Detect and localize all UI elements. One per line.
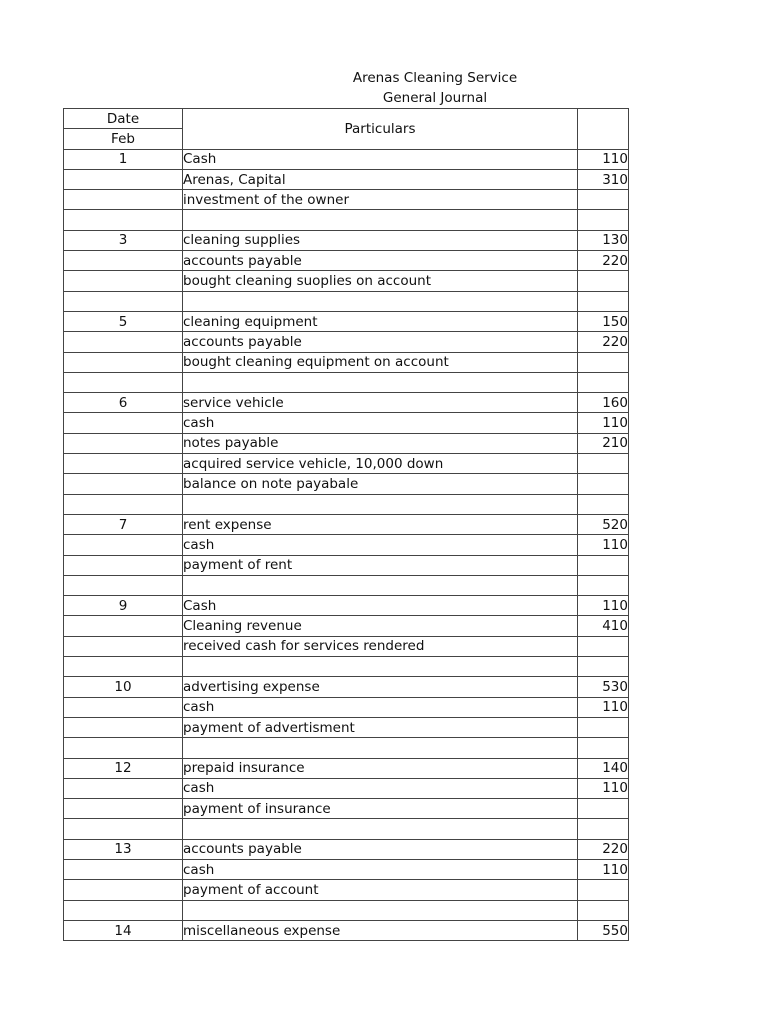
- entry-date-cell: 5: [64, 311, 183, 331]
- entry-date-cell: 7: [64, 514, 183, 534]
- particulars-cell: cash: [183, 413, 578, 433]
- table-row: [64, 433, 629, 453]
- particulars-cell: cash: [183, 535, 578, 555]
- particulars-cell: payment of rent: [183, 555, 578, 575]
- month-header: Feb: [64, 129, 183, 149]
- particulars-cell: cash: [183, 859, 578, 879]
- post-ref-cell: [578, 352, 629, 372]
- entry-date-cell: [64, 697, 183, 717]
- entry-date-cell: [64, 210, 183, 230]
- entry-date-cell: [64, 494, 183, 514]
- post-ref-cell: 110: [578, 149, 629, 169]
- particulars-cell: payment of advertisment: [183, 717, 578, 737]
- post-ref-cell: 110: [578, 697, 629, 717]
- post-ref-cell: 110: [578, 413, 629, 433]
- post-ref-cell: 220: [578, 251, 629, 271]
- table-row: [64, 880, 629, 900]
- table-row: [64, 210, 629, 230]
- entry-date-cell: 1: [64, 149, 183, 169]
- entry-date-cell: [64, 372, 183, 392]
- entry-date-cell: [64, 352, 183, 372]
- particulars-cell: advertising expense: [183, 677, 578, 697]
- post-ref-cell: 220: [578, 332, 629, 352]
- table-row: [64, 474, 629, 494]
- particulars-cell: Cash: [183, 149, 578, 169]
- entry-date-cell: [64, 271, 183, 291]
- post-ref-cell: 410: [578, 616, 629, 636]
- table-row: [64, 697, 629, 717]
- post-ref-cell: [578, 454, 629, 474]
- entry-date-cell: [64, 413, 183, 433]
- post-ref-cell: [578, 474, 629, 494]
- particulars-cell: [183, 210, 578, 230]
- post-ref-cell: [578, 210, 629, 230]
- company-name: Arenas Cleaning Service: [352, 70, 518, 86]
- entry-date-cell: [64, 535, 183, 555]
- entry-date-cell: [64, 880, 183, 900]
- table-row: [64, 190, 629, 210]
- journal-body: [64, 149, 629, 941]
- table-row: [64, 494, 629, 514]
- post-ref-cell: 150: [578, 311, 629, 331]
- entry-date-cell: [64, 555, 183, 575]
- post-ref-cell: 140: [578, 758, 629, 778]
- table-row: [64, 291, 629, 311]
- date-header: Date: [64, 109, 183, 129]
- table-row: [64, 230, 629, 250]
- particulars-cell: rent expense: [183, 514, 578, 534]
- particulars-cell: cleaning equipment: [183, 311, 578, 331]
- particulars-cell: acquired service vehicle, 10,000 down: [183, 454, 578, 474]
- table-row: [64, 575, 629, 595]
- entry-date-cell: 3: [64, 230, 183, 250]
- particulars-cell: investment of the owner: [183, 190, 578, 210]
- entry-date-cell: [64, 778, 183, 798]
- entry-date-cell: [64, 616, 183, 636]
- table-row: [64, 251, 629, 271]
- particulars-cell: service vehicle: [183, 393, 578, 413]
- particulars-cell: [183, 657, 578, 677]
- header-row-date: [64, 109, 629, 129]
- general-journal-table: [63, 108, 629, 941]
- post-ref-cell: [578, 190, 629, 210]
- table-row: [64, 819, 629, 839]
- table-row: [64, 413, 629, 433]
- post-ref-cell: [578, 575, 629, 595]
- post-ref-cell: 210: [578, 433, 629, 453]
- particulars-cell: Cash: [183, 596, 578, 616]
- particulars-cell: cash: [183, 697, 578, 717]
- entry-date-cell: [64, 433, 183, 453]
- post-ref-cell: 550: [578, 920, 629, 940]
- particulars-cell: miscellaneous expense: [183, 920, 578, 940]
- post-ref-cell: [578, 291, 629, 311]
- particulars-cell: bought cleaning equipment on account: [183, 352, 578, 372]
- table-row: [64, 514, 629, 534]
- particulars-cell: accounts payable: [183, 251, 578, 271]
- table-row: [64, 555, 629, 575]
- table-row: [64, 677, 629, 697]
- table-row: [64, 636, 629, 656]
- table-row: [64, 657, 629, 677]
- particulars-cell: Arenas, Capital: [183, 169, 578, 189]
- post-ref-cell: 110: [578, 859, 629, 879]
- particulars-cell: cash: [183, 778, 578, 798]
- table-row: [64, 920, 629, 940]
- table-row: [64, 799, 629, 819]
- post-ref-cell: [578, 271, 629, 291]
- entry-date-cell: [64, 636, 183, 656]
- table-row: [64, 169, 629, 189]
- entry-date-cell: [64, 190, 183, 210]
- entry-date-cell: [64, 251, 183, 271]
- post-ref-cell: 130: [578, 230, 629, 250]
- post-ref-cell: [578, 717, 629, 737]
- table-row: [64, 271, 629, 291]
- particulars-cell: [183, 372, 578, 392]
- table-row: [64, 616, 629, 636]
- entry-date-cell: 13: [64, 839, 183, 859]
- post-ref-cell: [578, 799, 629, 819]
- particulars-cell: payment of account: [183, 880, 578, 900]
- post-ref-cell: 220: [578, 839, 629, 859]
- table-row: [64, 149, 629, 169]
- table-row: [64, 332, 629, 352]
- table-row: [64, 900, 629, 920]
- entry-date-cell: [64, 169, 183, 189]
- particulars-cell: [183, 900, 578, 920]
- table-row: [64, 454, 629, 474]
- table-row: [64, 393, 629, 413]
- post-ref-header: [578, 109, 629, 150]
- post-ref-cell: [578, 494, 629, 514]
- post-ref-cell: 160: [578, 393, 629, 413]
- entry-date-cell: 14: [64, 920, 183, 940]
- table-row: [64, 859, 629, 879]
- post-ref-cell: [578, 819, 629, 839]
- particulars-cell: [183, 738, 578, 758]
- post-ref-cell: 110: [578, 778, 629, 798]
- entry-date-cell: [64, 819, 183, 839]
- particulars-cell: [183, 819, 578, 839]
- particulars-cell: payment of insurance: [183, 799, 578, 819]
- particulars-cell: [183, 494, 578, 514]
- post-ref-cell: 110: [578, 596, 629, 616]
- post-ref-cell: [578, 555, 629, 575]
- particulars-cell: received cash for services rendered: [183, 636, 578, 656]
- entry-date-cell: [64, 575, 183, 595]
- entry-date-cell: [64, 474, 183, 494]
- post-ref-cell: 530: [578, 677, 629, 697]
- entry-date-cell: [64, 859, 183, 879]
- entry-date-cell: 6: [64, 393, 183, 413]
- entry-date-cell: [64, 900, 183, 920]
- entry-date-cell: 9: [64, 596, 183, 616]
- entry-date-cell: [64, 332, 183, 352]
- table-row: [64, 372, 629, 392]
- particulars-cell: prepaid insurance: [183, 758, 578, 778]
- particulars-cell: [183, 291, 578, 311]
- entry-date-cell: [64, 454, 183, 474]
- post-ref-cell: 520: [578, 514, 629, 534]
- entry-date-cell: [64, 291, 183, 311]
- post-ref-cell: [578, 880, 629, 900]
- entry-date-cell: 12: [64, 758, 183, 778]
- particulars-cell: cleaning supplies: [183, 230, 578, 250]
- post-ref-cell: [578, 738, 629, 758]
- particulars-cell: Cleaning revenue: [183, 616, 578, 636]
- post-ref-cell: [578, 657, 629, 677]
- table-row: [64, 717, 629, 737]
- journal-title: General Journal: [382, 90, 488, 106]
- particulars-cell: bought cleaning suoplies on account: [183, 271, 578, 291]
- table-row: [64, 778, 629, 798]
- particulars-header: Particulars: [183, 109, 578, 150]
- particulars-cell: accounts payable: [183, 839, 578, 859]
- entry-date-cell: 10: [64, 677, 183, 697]
- entry-date-cell: [64, 799, 183, 819]
- table-row: [64, 535, 629, 555]
- table-row: [64, 738, 629, 758]
- entry-date-cell: [64, 657, 183, 677]
- post-ref-cell: [578, 900, 629, 920]
- post-ref-cell: [578, 372, 629, 392]
- particulars-cell: balance on note payabale: [183, 474, 578, 494]
- table-row: [64, 352, 629, 372]
- particulars-cell: notes payable: [183, 433, 578, 453]
- entry-date-cell: [64, 717, 183, 737]
- particulars-cell: accounts payable: [183, 332, 578, 352]
- table-row: [64, 758, 629, 778]
- table-row: [64, 596, 629, 616]
- post-ref-cell: 310: [578, 169, 629, 189]
- table-row: [64, 839, 629, 859]
- post-ref-cell: 110: [578, 535, 629, 555]
- particulars-cell: [183, 575, 578, 595]
- table-row: [64, 311, 629, 331]
- entry-date-cell: [64, 738, 183, 758]
- post-ref-cell: [578, 636, 629, 656]
